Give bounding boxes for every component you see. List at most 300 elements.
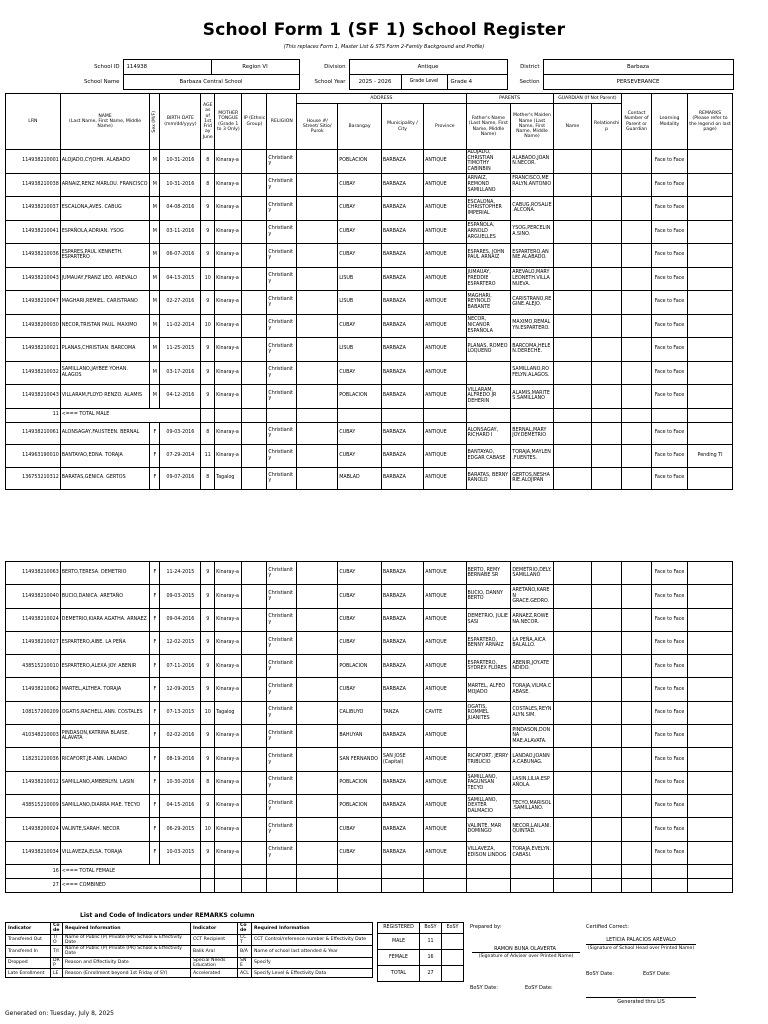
cell-municipality: BARBAZA <box>381 150 423 174</box>
cell-mother: BERNAL,MARY JOY.DEMETRIO <box>511 422 553 445</box>
cell-father: BARATAS, BERNY RANOLO <box>466 467 511 490</box>
cell-lrn: 114938210061 <box>6 422 61 445</box>
cell-province: ANTIQUE <box>424 748 466 771</box>
cell-modality: Face to Face <box>651 631 687 654</box>
summary-female-eosy <box>442 950 464 966</box>
school-head-caption: (Signature of School Head over Printed Name) <box>587 946 695 951</box>
cell-ip <box>242 338 267 362</box>
cell-age: 8 <box>201 771 215 794</box>
cell-house <box>297 150 338 174</box>
cell-age: 9 <box>201 562 215 585</box>
table-row <box>6 291 733 315</box>
cell-remarks <box>688 361 733 385</box>
cell-birth: 03-17-2016 <box>160 361 201 385</box>
cell-remarks <box>688 818 733 841</box>
cell-contact <box>622 655 652 678</box>
cell-name: VILLAVEZA,ELSA. TORAJA <box>60 841 150 864</box>
cell-father: MARTEL, ALFEO MOJADO <box>466 678 511 701</box>
col-religion: RELIGION <box>267 94 297 150</box>
cell-sex: F <box>150 445 160 468</box>
cell-mother-tongue: Kinaray-a <box>215 291 242 315</box>
cell-age: 9 <box>201 608 215 631</box>
cell-age: 9 <box>201 748 215 771</box>
cell-father: ESPAÑOLA, ARNOLD ARGUELLES <box>466 220 511 244</box>
cell-lrn: 114938210001 <box>6 150 61 174</box>
cell-contact <box>622 841 652 864</box>
cell-modality: Face to Face <box>651 655 687 678</box>
cell-mother-tongue: Tagalog <box>215 701 242 724</box>
cell-sex: F <box>150 585 160 608</box>
cell-lrn: 114938200030 <box>6 314 61 338</box>
cell-barangay: CUBAY <box>338 631 382 654</box>
school-id-value: 114938 <box>123 60 211 75</box>
empty-cell <box>424 408 466 422</box>
cell-ip <box>242 818 267 841</box>
cell-age: 9 <box>201 655 215 678</box>
cell-mother-tongue: Kinaray-a <box>215 338 242 362</box>
cell-barangay: CUBAY <box>338 244 382 268</box>
empty-cell <box>592 408 622 422</box>
table-row <box>6 794 733 817</box>
school-id-label: School ID <box>94 63 120 70</box>
cell-mother: AREVALO,MARY LEONETH.VILLANUEVA. <box>511 267 553 291</box>
cell-birth: 06-29-2015 <box>160 818 201 841</box>
cell-province: ANTIQUE <box>424 314 466 338</box>
cell-lrn: 114938210012 <box>6 771 61 794</box>
cell-sex: F <box>150 631 160 654</box>
cell-guardian-relationship <box>592 267 622 291</box>
cell-municipality: BARBAZA <box>381 631 423 654</box>
cell-age: 9 <box>201 244 215 268</box>
cell-mother: DEMETRIO,DELY.SAMILLANO <box>511 562 553 585</box>
cell-ip <box>242 150 267 174</box>
cell-guardian-relationship <box>592 655 622 678</box>
summary-total-eosy <box>442 966 464 982</box>
form-subtitle: (This replaces Form 1, Master List & STS Form 2-Family Background and Profile) <box>283 44 485 50</box>
empty-cell <box>338 878 382 892</box>
combined-row-label: <=== COMBINED <box>60 878 201 892</box>
cell-contact <box>622 585 652 608</box>
cell-religion: Christianity <box>267 655 297 678</box>
cell-house <box>297 608 338 631</box>
cell-age: 9 <box>201 291 215 315</box>
summary-male-label: MALE <box>378 934 420 950</box>
cell-father: OGATIS, ROMMEL JUANITES <box>466 701 511 724</box>
cell-house <box>297 173 338 197</box>
district-value: Barbaza <box>543 60 733 75</box>
cell-religion: Christianity <box>267 422 297 445</box>
cell-guardian-relationship <box>592 220 622 244</box>
cell-father: ESPARTERO, BENNY ARNAIZ <box>466 631 511 654</box>
cell-barangay: CUBAY <box>338 173 382 197</box>
cell-ip <box>242 608 267 631</box>
cell-birth: 07-11-2016 <box>160 655 201 678</box>
cell-sex: M <box>150 314 160 338</box>
cell-guardian-name <box>553 818 592 841</box>
cell-mother-tongue: Kinaray-a <box>215 678 242 701</box>
cell-modality: Face to Face <box>651 267 687 291</box>
cell-birth: 07-13-2015 <box>160 701 201 724</box>
cell-name: ESPAÑOLA,ADRIAN. YSOG <box>60 220 150 244</box>
cell-sex: M <box>150 220 160 244</box>
empty-cell <box>381 408 423 422</box>
cell-religion: Christianity <box>267 701 297 724</box>
total-male-row <box>6 408 733 422</box>
legend-req: Reason and Effectivity Date <box>63 957 191 969</box>
table-row <box>6 818 733 841</box>
cell-province: ANTIQUE <box>424 445 466 468</box>
cell-name: ARNAIZ,RENZ MARLOU. FRANCISCO <box>60 173 150 197</box>
cell-remarks <box>688 244 733 268</box>
cell-contact <box>622 338 652 362</box>
cell-mother-tongue: Kinaray-a <box>215 267 242 291</box>
total-female-row-count: 16 <box>6 864 61 878</box>
cell-municipality: BARBAZA <box>381 467 423 490</box>
empty-cell <box>381 864 423 878</box>
cell-birth: 09-03-2015 <box>160 585 201 608</box>
cell-municipality: BARBAZA <box>381 244 423 268</box>
cell-municipality: BARBAZA <box>381 361 423 385</box>
cell-remarks <box>688 794 733 817</box>
cell-ip <box>242 197 267 221</box>
cell-modality: Face to Face <box>651 678 687 701</box>
col-barangay: Barangay <box>338 104 382 150</box>
cell-sex: F <box>150 678 160 701</box>
cell-name: SAMILLANO,AMBERLYN. LASIN <box>60 771 150 794</box>
cell-guardian-relationship <box>592 173 622 197</box>
cell-sex: F <box>150 794 160 817</box>
cell-father: SAMILLANO, PAGUNSAN TECYO <box>466 771 511 794</box>
table-row <box>6 338 733 362</box>
cell-remarks <box>688 385 733 409</box>
empty-cell <box>297 864 338 878</box>
cell-house <box>297 361 338 385</box>
col-municipality: Municipality / City <box>381 104 423 150</box>
legend-req: Name of Public (P) Private (PR) School & Effectivity Date <box>63 946 191 958</box>
cell-mother: ESPARTERO,ANNIE.ALABADO. <box>511 244 553 268</box>
division-label: Division <box>324 63 346 70</box>
empty-cell <box>424 878 466 892</box>
cell-guardian-name <box>553 631 592 654</box>
cell-mother: NECOR,LAILANI.QUINTAD. <box>511 818 553 841</box>
cell-lrn: 114938210047 <box>6 291 61 315</box>
cell-barangay: CUBAY <box>338 678 382 701</box>
summary-male-bosy: 11 <box>420 934 442 950</box>
cell-province: ANTIQUE <box>424 267 466 291</box>
cell-modality: Face to Face <box>651 562 687 585</box>
empty-cell <box>242 878 267 892</box>
empty-cell <box>381 878 423 892</box>
cell-modality: Face to Face <box>651 314 687 338</box>
cell-municipality: BARBAZA <box>381 794 423 817</box>
cell-municipality: BARBAZA <box>381 725 423 748</box>
cell-age: 8 <box>201 422 215 445</box>
legend-req: Reason (Enrollment beyond 1st Friday of SY) <box>63 969 191 978</box>
cell-province: ANTIQUE <box>424 678 466 701</box>
cell-name: SAMILLANO,DIARRA MAE. TECYO <box>60 794 150 817</box>
cell-province: ANTIQUE <box>424 655 466 678</box>
cell-religion: Christianity <box>267 267 297 291</box>
cell-age: 10 <box>201 314 215 338</box>
cell-contact <box>622 445 652 468</box>
cell-religion: Christianity <box>267 361 297 385</box>
head-bosy-date-label: BoSY Date: <box>586 971 614 977</box>
col-house: House #/ Street/ Sitio/ Purok <box>297 104 338 150</box>
legend-req2: CCT Control/reference number & Effectivity Date <box>252 934 373 946</box>
cell-name: SAMILLANO,JAYBEE YOHAN. ALAGOS <box>60 361 150 385</box>
table-row <box>6 467 733 490</box>
division-value: Antique <box>349 60 507 75</box>
legend-code: T/I <box>51 946 63 958</box>
cell-ip <box>242 173 267 197</box>
cell-barangay: CUBAY <box>338 361 382 385</box>
cell-house <box>297 314 338 338</box>
cell-mother: ARETAÑO,KAREN GRACE.GEDRO. <box>511 585 553 608</box>
cell-guardian-name <box>553 267 592 291</box>
cell-guardian-relationship <box>592 150 622 174</box>
cell-remarks <box>688 725 733 748</box>
cell-mother: ALAMIS,MARITES.SAMILLANO <box>511 385 553 409</box>
cell-barangay: POBLACION <box>338 794 382 817</box>
cell-religion: Christianity <box>267 585 297 608</box>
cell-house <box>297 841 338 864</box>
legend-ind2: CCT Recipient <box>191 934 238 946</box>
cell-guardian-name <box>553 701 592 724</box>
cell-contact <box>622 197 652 221</box>
cell-municipality: BARBAZA <box>381 655 423 678</box>
cell-mother: COSTALES,REYNALYN.SIM. <box>511 701 553 724</box>
cell-religion: Christianity <box>267 220 297 244</box>
legend-ind2: Special Needs Education <box>191 957 238 969</box>
cell-guardian-relationship <box>592 794 622 817</box>
summary-bosy-header: BoSY <box>420 923 442 934</box>
cell-father: BUCIO, DANNY BERTO <box>466 585 511 608</box>
empty-cell <box>466 878 511 892</box>
cell-sex: F <box>150 608 160 631</box>
cell-mother: LASIN,LILIA.ESPAÑOLA. <box>511 771 553 794</box>
cell-mother: PINDASON,DONNA MAE.ALAVATA. <box>511 725 553 748</box>
cell-mother: ARNAEZ,ROWENA.NECOR. <box>511 608 553 631</box>
cell-contact <box>622 725 652 748</box>
empty-cell <box>622 408 652 422</box>
cell-ip <box>242 678 267 701</box>
cell-contact <box>622 794 652 817</box>
cell-lrn: 114938200024 <box>6 818 61 841</box>
cell-father: VALINTE, MAR DOMINGO <box>466 818 511 841</box>
cell-barangay: POBLACION <box>338 655 382 678</box>
generated-thru-label: Generated thru LIS <box>617 999 665 1005</box>
cell-birth: 04-13-2015 <box>160 267 201 291</box>
cell-sex: M <box>150 150 160 174</box>
cell-province: ANTIQUE <box>424 467 466 490</box>
cell-ip <box>242 748 267 771</box>
cell-guardian-relationship <box>592 725 622 748</box>
school-year-label: School Year <box>314 78 346 85</box>
legend-ind: Transfered In <box>6 946 51 958</box>
cell-age: 8 <box>201 150 215 174</box>
form-title: School Form 1 (SF 1) School Register <box>202 20 566 40</box>
cell-house <box>297 748 338 771</box>
cell-province: ANTIQUE <box>424 291 466 315</box>
cell-sex: M <box>150 361 160 385</box>
cell-barangay: CUBAY <box>338 562 382 585</box>
col-contact: Contact Number of Parent or Guardian <box>622 94 652 150</box>
cell-ip <box>242 585 267 608</box>
cell-contact <box>622 150 652 174</box>
cell-province: ANTIQUE <box>424 562 466 585</box>
cell-name: ESPARTERO,ALEXA JOY. ABENIR <box>60 655 150 678</box>
cell-mother-tongue: Kinaray-a <box>215 794 242 817</box>
cell-municipality: BARBAZA <box>381 197 423 221</box>
cell-remarks <box>688 314 733 338</box>
empty-cell <box>338 408 382 422</box>
table-row <box>6 678 733 701</box>
cell-barangay: CUBAY <box>338 197 382 221</box>
cell-sex: M <box>150 385 160 409</box>
table-row <box>6 197 733 221</box>
cell-name: DEMETRIO,KIARA AGATHA. ARNAEZ <box>60 608 150 631</box>
cell-birth: 08-19-2016 <box>160 748 201 771</box>
empty-cell <box>622 864 652 878</box>
cell-mother: MAXIMO,REMALYN.ESPARTERO. <box>511 314 553 338</box>
table-row <box>6 841 733 864</box>
cell-municipality: BARBAZA <box>381 385 423 409</box>
cell-remarks <box>688 291 733 315</box>
cell-mother-tongue: Kinaray-a <box>215 725 242 748</box>
cell-name: JUMAUAY,FRANZ LEO. AREVALO <box>60 267 150 291</box>
cell-guardian-name <box>553 197 592 221</box>
empty-cell <box>651 864 687 878</box>
table-row <box>6 725 733 748</box>
cell-mother: ABENIR,JOY.ATENDIDO. <box>511 655 553 678</box>
cell-father <box>466 725 511 748</box>
empty-cell <box>688 864 733 878</box>
col-age: AGE as of 1st Friday June <box>201 94 215 150</box>
cell-birth: 11-24-2015 <box>160 562 201 585</box>
cell-father <box>466 361 511 385</box>
cell-religion: Christianity <box>267 291 297 315</box>
empty-cell <box>297 878 338 892</box>
cell-father: ALONSAGAY, RICHARD I <box>466 422 511 445</box>
empty-cell <box>201 864 215 878</box>
table-row <box>6 748 733 771</box>
cell-ip <box>242 631 267 654</box>
cell-lrn: 114938210040 <box>6 585 61 608</box>
cell-mother-tongue: Kinaray-a <box>215 385 242 409</box>
cell-contact <box>622 701 652 724</box>
col-birth: BIRTH DATE (mm/dd/yyyy) <box>160 94 201 150</box>
cell-birth: 07-29-2014 <box>160 445 201 468</box>
cell-contact <box>622 818 652 841</box>
cell-mother: TORAJA,MAYLEN.FUENTES. <box>511 445 553 468</box>
cell-province: ANTIQUE <box>424 794 466 817</box>
cell-modality: Face to Face <box>651 771 687 794</box>
table-row <box>6 220 733 244</box>
cell-guardian-name <box>553 173 592 197</box>
cell-guardian-relationship <box>592 631 622 654</box>
cell-guardian-relationship <box>592 291 622 315</box>
cell-mother-tongue: Tagalog <box>215 467 242 490</box>
legend-header-required-2: Required Information <box>252 923 373 935</box>
cell-remarks: Pending TI <box>688 445 733 468</box>
cell-name: PLANAS,CHRISTIAN. BARCOMA <box>60 338 150 362</box>
cell-modality: Face to Face <box>651 150 687 174</box>
cell-house <box>297 445 338 468</box>
cell-mother: YSOG,PERCELINA.SINO. <box>511 220 553 244</box>
cell-sex: F <box>150 818 160 841</box>
cell-mother-tongue: Kinaray-a <box>215 631 242 654</box>
cell-lrn: 438515210009 <box>6 794 61 817</box>
legend-code: DRP <box>51 957 63 969</box>
summary-female-bosy: 16 <box>420 950 442 966</box>
cell-municipality: BARBAZA <box>381 445 423 468</box>
empty-cell <box>511 878 553 892</box>
cell-guardian-relationship <box>592 701 622 724</box>
cell-father: BERTO, REMY BERNABE SR <box>466 562 511 585</box>
cell-house <box>297 562 338 585</box>
cell-age: 8 <box>201 467 215 490</box>
cell-father: PLANAS, ROMEO LOQUENO <box>466 338 511 362</box>
cell-guardian-relationship <box>592 562 622 585</box>
cell-religion: Christianity <box>267 771 297 794</box>
legend-ind: Transfered Out <box>6 934 51 946</box>
col-modality: Learning Modality <box>651 94 687 150</box>
cell-contact <box>622 385 652 409</box>
combined-row-count: 27 <box>6 878 61 892</box>
cell-province: ANTIQUE <box>424 725 466 748</box>
adviser-caption: (Signature of Adviser over Printed Name) <box>478 954 574 959</box>
cell-house <box>297 794 338 817</box>
cell-mother-tongue: Kinaray-a <box>215 562 242 585</box>
cell-birth: 10-03-2015 <box>160 841 201 864</box>
table-row <box>6 361 733 385</box>
cell-father: DEMETRIO, JULIE SASI <box>466 608 511 631</box>
cell-mother: GERTOS,NESHARIE.ALOJIPAN <box>511 467 553 490</box>
cell-birth: 04-08-2016 <box>160 197 201 221</box>
cell-guardian-name <box>553 748 592 771</box>
cell-remarks <box>688 150 733 174</box>
cell-religion: Christianity <box>267 385 297 409</box>
cell-name: NECOR,TRISTAN PAUL. MAXIMO <box>60 314 150 338</box>
table-row <box>6 585 733 608</box>
legend-code: LE <box>51 969 63 978</box>
cell-house <box>297 385 338 409</box>
cell-mother-tongue: Kinaray-a <box>215 173 242 197</box>
cell-sex: F <box>150 701 160 724</box>
col-name: NAME (Last Name, First Name, Middle Name) <box>60 94 150 150</box>
generated-on: Generated on: Tuesday, July 8, 2025 <box>5 1010 114 1017</box>
cell-sex: M <box>150 173 160 197</box>
legend-row <box>6 934 373 946</box>
cell-modality: Face to Face <box>651 585 687 608</box>
cell-age: 9 <box>201 197 215 221</box>
cell-lrn: 410348210003 <box>6 725 61 748</box>
cell-mother: LA PEÑA,AICA BALALLO. <box>511 631 553 654</box>
cell-lrn: 438515210010 <box>6 655 61 678</box>
cell-mother-tongue: Kinaray-a <box>215 655 242 678</box>
cell-religion: Christianity <box>267 314 297 338</box>
cell-guardian-relationship <box>592 748 622 771</box>
cell-province: ANTIQUE <box>424 608 466 631</box>
cell-lrn: 114938210037 <box>6 197 61 221</box>
cell-birth: 02-02-2016 <box>160 725 201 748</box>
legend-header-code: Code <box>51 923 63 935</box>
cell-ip <box>242 267 267 291</box>
cell-house <box>297 585 338 608</box>
adviser-bosy-date-label: BoSY Date: <box>470 985 498 991</box>
cell-modality: Face to Face <box>651 725 687 748</box>
cell-contact <box>622 422 652 445</box>
